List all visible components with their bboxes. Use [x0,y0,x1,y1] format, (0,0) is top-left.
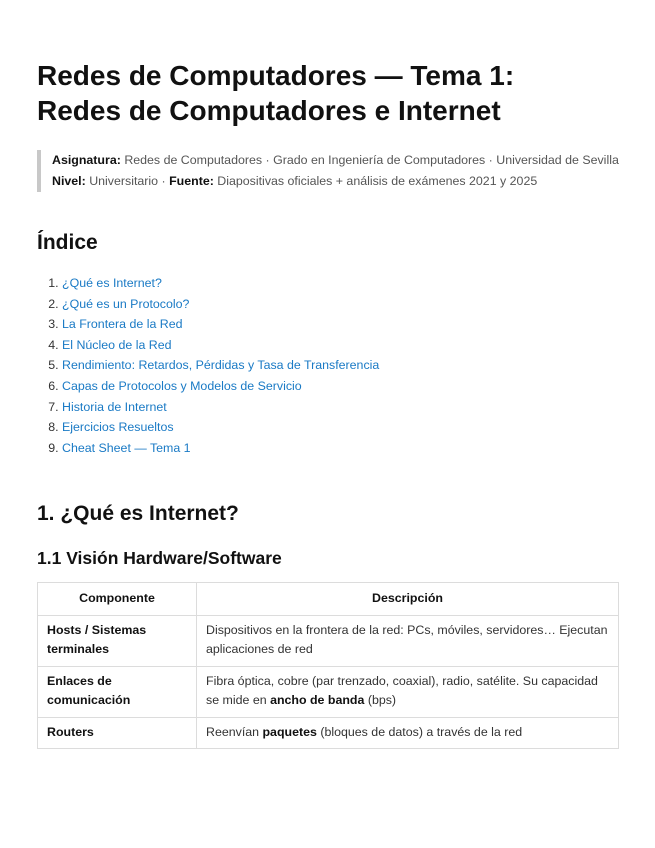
asignatura-value: Redes de Computadores · Grado en Ingeniería de Computadores · Universidad de Sevilla [124,153,619,167]
component-name: Routers [38,717,197,749]
toc-link-4[interactable]: El Núcleo de la Red [62,337,172,352]
description-text: (bps) [364,693,397,708]
toc-link-6[interactable]: Capas de Protocolos y Modelos de Servicio [62,378,302,393]
page-title-line-2: Redes de Computadores e Internet [37,95,501,126]
nivel-value: Universitario · [89,174,166,188]
toc-item [62,438,619,459]
subsection-1-1-heading: 1.1 Visión Hardware/Software [37,548,282,569]
table-row [38,666,619,717]
metadata-block [37,150,619,192]
column-header-componente: Componente [38,583,197,616]
fuente-value: Diapositivas oficiales + análisis de exámenes 2021 y 2025 [217,174,538,188]
toc-link-3[interactable]: La Frontera de la Red [62,317,183,332]
toc-link-7[interactable]: Historia de Internet [62,399,167,414]
component-description [197,717,619,749]
component-description [197,666,619,717]
toc-item [62,417,619,438]
toc-link-9[interactable]: Cheat Sheet — Tema 1 [62,440,191,455]
table-row [38,615,619,666]
page-title [37,0,619,128]
toc-item [62,335,619,356]
description-text: Dispositivos en la frontera de la red: PCs, móviles, servidores… Ejecutan aplicaciones de red [206,622,608,657]
nivel-label: Nivel: [52,174,86,188]
toc-item [62,376,619,397]
index-heading: Índice [37,231,98,254]
toc-item [62,273,619,294]
section-1-heading: 1. ¿Qué es Internet? [37,502,239,526]
table-header-row [38,583,619,616]
toc-item [62,314,619,335]
fuente-label: Fuente: [169,174,214,188]
table-of-contents [37,273,619,458]
toc-item [62,355,619,376]
column-header-descripcion: Descripción [197,583,619,616]
toc-link-1[interactable]: ¿Qué es Internet? [62,276,162,290]
asignatura-label: Asignatura: [52,153,121,167]
toc-link-5[interactable]: Rendimiento: Retardos, Pérdidas y Tasa de Transferencia [62,358,380,373]
toc-link-8[interactable]: Ejercicios Resueltos [62,420,174,435]
description-emphasis: paquetes [262,724,317,739]
component-name: Enlaces de comunicación [38,666,197,717]
description-emphasis: ancho de banda [270,693,365,708]
toc-item [62,397,619,418]
toc-link-2[interactable]: ¿Qué es un Protocolo? [62,296,190,311]
description-text: (bloques de datos) a través de la red [316,724,523,739]
table-row [38,717,619,749]
component-name: Hosts / Sistemas terminales [38,615,197,666]
toc-item [62,294,619,315]
description-text: Fibra óptica, cobre (par trenzado, coaxial), radio, satélite. Su capacidad se mide en [206,673,598,708]
page-title-line-1: Redes de Computadores — Tema 1: [37,60,515,91]
components-table [37,582,619,749]
component-description [197,615,619,666]
description-text: Reenvían [206,724,263,739]
